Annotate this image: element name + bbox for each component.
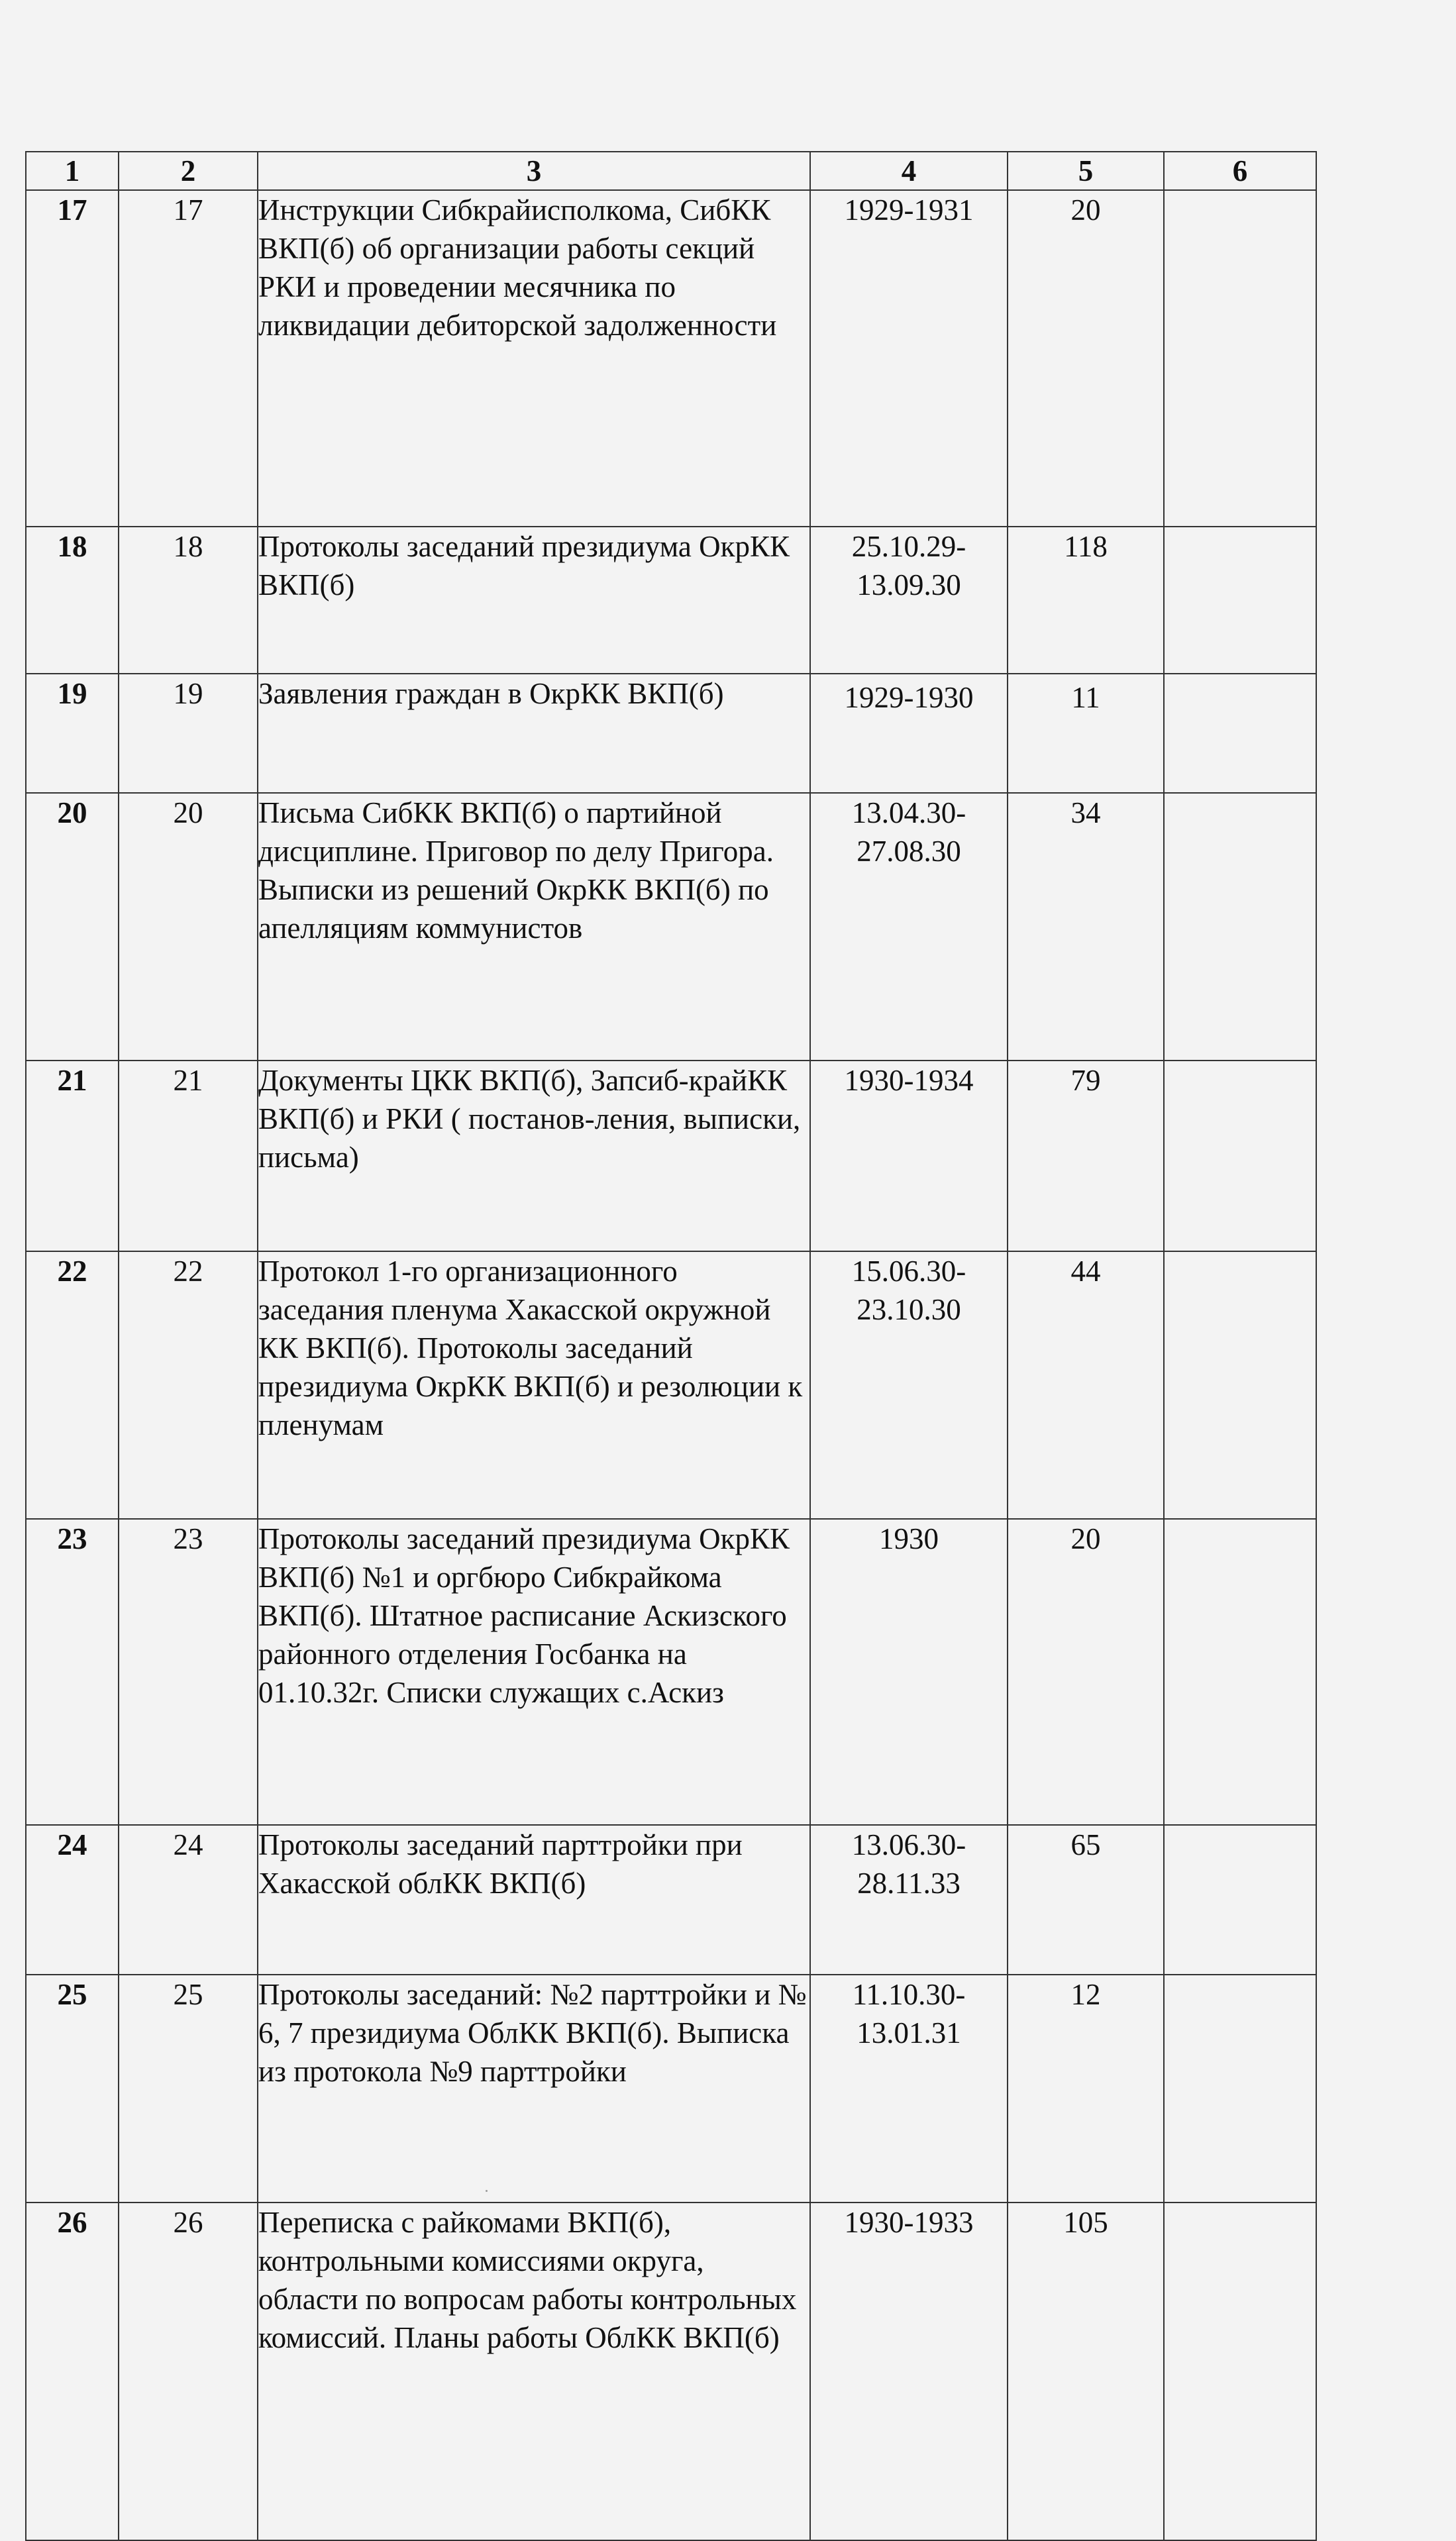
file-number: 26 [119,2203,258,2540]
table-row [26,1975,1316,2203]
sheet-count: 34 [1008,793,1164,1061]
item-number: 21 [26,1061,119,1251]
file-dates: 13.06.30- 28.11.33 [810,1825,1008,1975]
sheet-count: 20 [1008,190,1164,527]
file-number: 25 [119,1975,258,2203]
header-col-2: 2 [119,152,258,190]
file-title: Протокол 1-го организационного заседания пленума Хакасской окружной КК ВКП(б). Протоколы заседаний президиума ОкрКК ВКП(б) и резолюции к пленумам [258,1251,810,1519]
file-title: Документы ЦКК ВКП(б), Запсиб-крайКК ВКП(б) и РКИ ( постанов-ления, выписки, письма) [258,1061,810,1251]
file-number: 17 [119,190,258,527]
file-title: Переписка с райкомами ВКП(б), контрольными комиссиями округа, области по вопросам работы контрольных комиссий. Планы работы ОблКК ВКП(б) [258,2203,810,2540]
note-cell [1164,2203,1316,2540]
header-col-3: 3 [258,152,810,190]
file-number: 21 [119,1061,258,1251]
item-number: 26 [26,2203,119,2540]
item-number: 17 [26,190,119,527]
file-number: 20 [119,793,258,1061]
note-cell [1164,1519,1316,1825]
note-cell [1164,1061,1316,1251]
header-col-5: 5 [1008,152,1164,190]
table-row [26,190,1316,527]
file-dates: 25.10.29- 13.09.30 [810,527,1008,674]
file-dates: 1930-1934 [810,1061,1008,1251]
item-number: 20 [26,793,119,1061]
note-cell [1164,1251,1316,1519]
file-number: 18 [119,527,258,674]
table-row [26,1825,1316,1975]
sheet-count: 11 [1008,674,1164,793]
file-title: Протоколы заседаний парттройки при Хакасской облКК ВКП(б) [258,1825,810,1975]
note-cell [1164,1975,1316,2203]
header-col-1: 1 [26,152,119,190]
file-dates: 1929-1930 [810,674,1008,793]
file-title: Протоколы заседаний президиума ОкрКК ВКП(б) [258,527,810,674]
file-number: 23 [119,1519,258,1825]
table-row [26,1061,1316,1251]
file-title: Письма СибКК ВКП(б) о партийной дисциплине. Приговор по делу Пригора. Выписки из решений ОкрКК ВКП(б) по апелляциям коммунистов [258,793,810,1061]
sheet-count: 12 [1008,1975,1164,2203]
note-cell [1164,1825,1316,1975]
sheet-count: 65 [1008,1825,1164,1975]
note-cell [1164,527,1316,674]
header-row [26,152,1316,190]
sheet-count: 79 [1008,1061,1164,1251]
file-dates: 1929-1931 [810,190,1008,527]
file-number: 24 [119,1825,258,1975]
item-number: 24 [26,1825,119,1975]
table-row [26,1251,1316,1519]
table-row [26,674,1316,793]
file-title: Инструкции Сибкрайисполкома, СибКК ВКП(б) об организации работы секций РКИ и проведении месячника по ликвидации дебиторской задолженности [258,190,810,527]
file-number: 22 [119,1251,258,1519]
paper-speck [486,2190,488,2192]
file-dates: 15.06.30- 23.10.30 [810,1251,1008,1519]
header-col-4: 4 [810,152,1008,190]
table-row [26,1519,1316,1825]
note-cell [1164,190,1316,527]
file-dates: 1930 [810,1519,1008,1825]
sheet-count: 105 [1008,2203,1164,2540]
sheet-count: 44 [1008,1251,1164,1519]
file-dates: 1930-1933 [810,2203,1008,2540]
inventory-table [25,151,1317,2541]
table-row [26,793,1316,1061]
table-row [26,527,1316,674]
header-col-6: 6 [1164,152,1316,190]
item-number: 22 [26,1251,119,1519]
note-cell [1164,793,1316,1061]
file-title: Протоколы заседаний: №2 парттройки и № 6, 7 президиума ОблКК ВКП(б). Выписка из протокола №9 парттройки [258,1975,810,2203]
file-dates: 11.10.30- 13.01.31 [810,1975,1008,2203]
file-title: Протоколы заседаний президиума ОкрКК ВКП(б) №1 и оргбюро Сибкрайкома ВКП(б). Штатное расписание Аскизского районного отделения Госбанка на 01.10.32г. Списки служащих с.Аскиз [258,1519,810,1825]
item-number: 23 [26,1519,119,1825]
file-dates: 13.04.30- 27.08.30 [810,793,1008,1061]
sheet-count: 20 [1008,1519,1164,1825]
table-row [26,2203,1316,2540]
item-number: 19 [26,674,119,793]
item-number: 18 [26,527,119,674]
file-title: Заявления граждан в ОкрКК ВКП(б) [258,674,810,793]
item-number: 25 [26,1975,119,2203]
file-number: 19 [119,674,258,793]
sheet-count: 118 [1008,527,1164,674]
note-cell [1164,674,1316,793]
